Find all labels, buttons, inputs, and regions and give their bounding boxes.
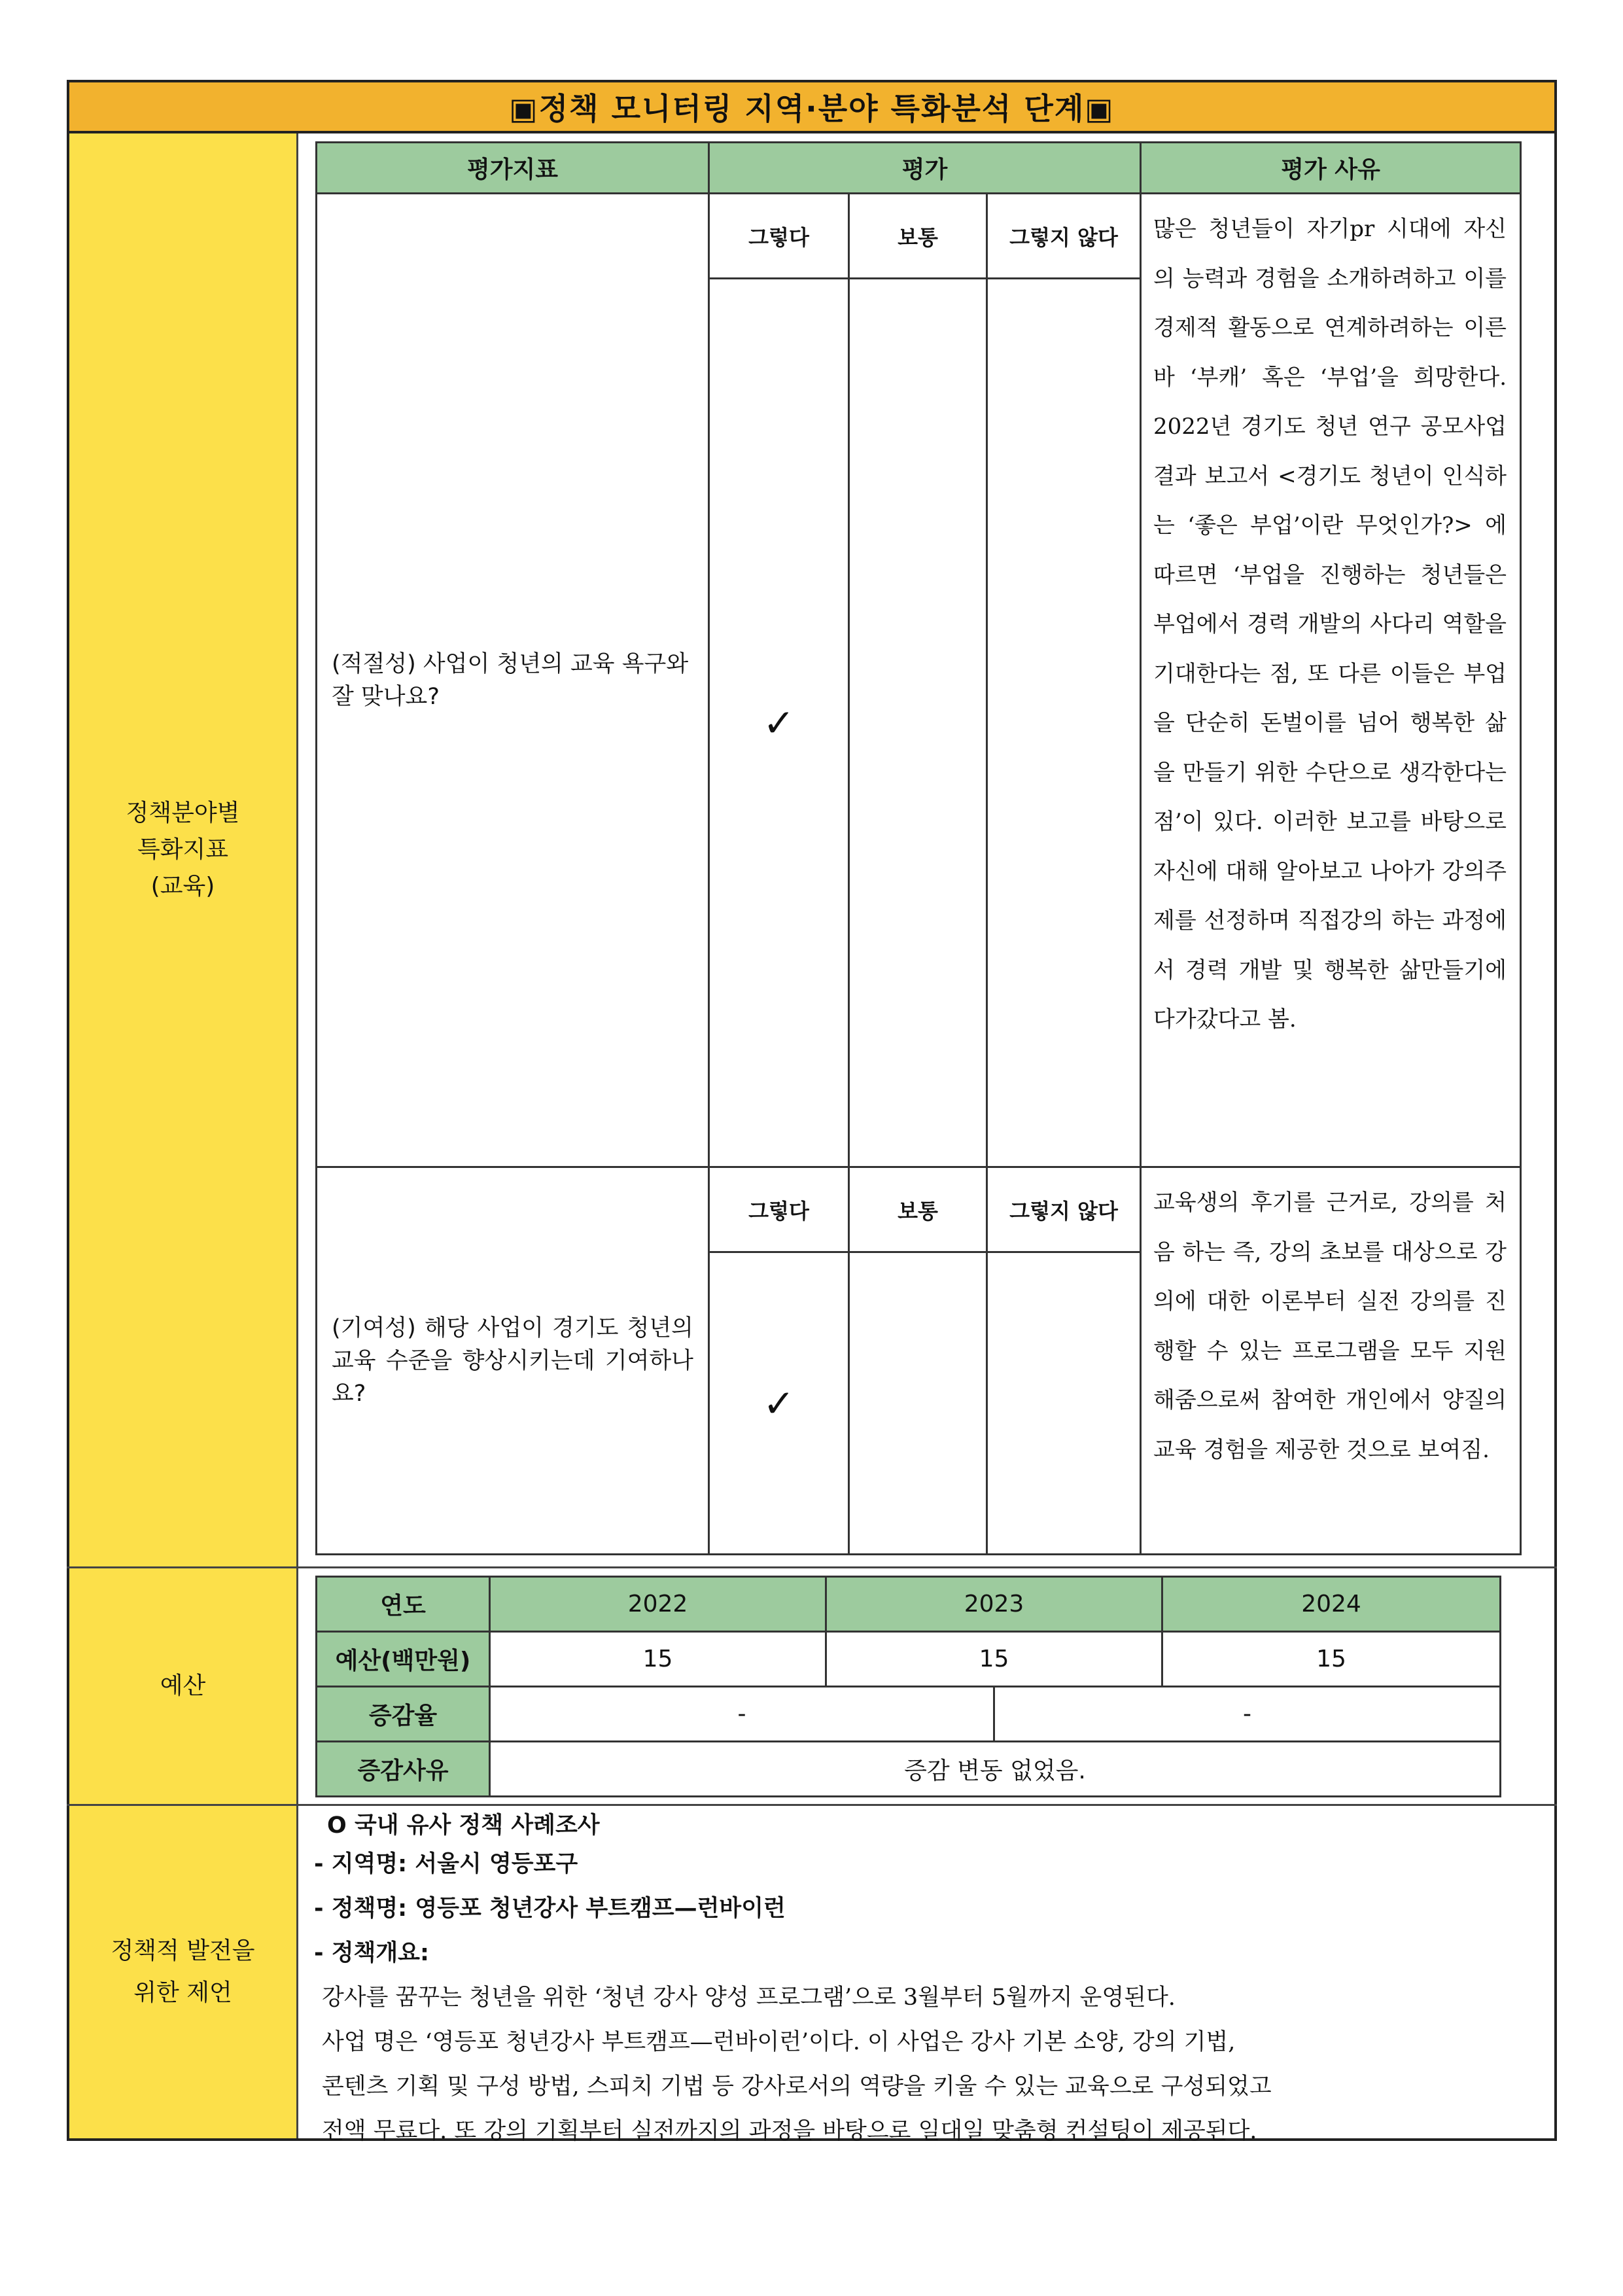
budget-year-2023: 2023	[826, 1577, 1162, 1632]
budget-year-2022: 2022	[490, 1577, 826, 1632]
budget-amount-label: 예산(백만원)	[317, 1632, 490, 1687]
budget-amount-2022: 15	[490, 1632, 826, 1687]
option-yes: 그렇다	[709, 1167, 849, 1252]
proposal-heading: O 국내 유사 정책 사례조사	[327, 1812, 600, 1839]
proposal-line: 전액 무료다. 또 강의 기획부터 실전까지의 과정을 바탕으로 일대일 맞춤형 컨설팅이 제공된다.	[322, 2118, 1257, 2144]
check-cell-neutral	[849, 1252, 987, 1555]
check-cell-neutral	[849, 279, 987, 1167]
check-mark-yes: ✓	[709, 1252, 849, 1555]
section-label-budget: 예산	[69, 1568, 298, 1804]
question-contribution: (기여성) 해당 사업이 경기도 청년의 교육 수준을 향상시키는데 기여하나요?	[317, 1167, 709, 1555]
option-neutral: 보통	[849, 1167, 987, 1252]
budget-reason: 증감 변동 없었음.	[490, 1742, 1501, 1797]
proposal-line: 콘텐츠 기획 및 구성 방법, 스피치 기법 등 강사로서의 역량을 키울 수 있는 교육으로 구성되었고	[322, 2074, 1272, 2100]
option-neutral: 보통	[849, 194, 987, 279]
question-appropriateness: (적절성) 사업이 청년의 교육 욕구와 잘 맞나요?	[317, 194, 709, 1167]
budget-year-label: 연도	[317, 1577, 490, 1632]
option-yes: 그렇다	[709, 194, 849, 279]
budget-table	[315, 1576, 1501, 1797]
proposal-line: 강사를 꿈꾸는 청년을 위한 ‘청년 강사 양성 프로그램’으로 3월부터 5월까지 운영된다.	[322, 1985, 1176, 2011]
reason-appropriateness: 많은 청년들이 자기pr 시대에 자신의 능력과 경험을 소개하려하고 이를 경제적 활동으로 연계하려하는 이른바 ‘부캐’ 혹은 ‘부업’을 희망한다. 2022년 경기도 청년 연구 공모사업 결과 보고서 <경기도 청년이 인식하는 ‘좋은 부업’이란 무엇인가?> 에 따르면 ‘부업을 진행하는 청년들은 부업에서 경력 개발의 사다리 역할을 기대한다는 점, 또 다른 이들은 부업을 단순히 돈벌이를 넘어 행복한 삶을 만들기 위한 수단으로 생각한다는 점’이 있다. 이러한 보고를 바탕으로 자신에 대해 알아보고 나아가 강의주제를 선정하며 직접강의 하는 과정에서 경력 개발 및 행복한 삶만들기에 다가갔다고 봄.	[1141, 194, 1521, 1167]
header-evaluation: 평가	[709, 143, 1141, 194]
proposal-policy-name: - 정책명: 영등포 청년강사 부트캠프—런바이런	[314, 1896, 786, 1922]
header-reason: 평가 사유	[1141, 143, 1521, 194]
budget-amount-2024: 15	[1162, 1632, 1501, 1687]
check-cell-no	[987, 279, 1141, 1167]
budget-rate-2023: -	[490, 1687, 994, 1742]
budget-year-2024: 2024	[1162, 1577, 1501, 1632]
budget-reason-label: 증감사유	[317, 1742, 490, 1797]
proposal-line: 사업 명은 ‘영등포 청년강사 부트캠프—런바이런’이다. 이 사업은 강사 기본 소양, 강의 기법,	[322, 2029, 1236, 2055]
evaluation-table	[315, 141, 1522, 1555]
section-label-proposal: 정책적 발전을 위한 제언	[69, 1806, 298, 2138]
check-mark-yes: ✓	[709, 279, 849, 1167]
reason-contribution: 교육생의 후기를 근거로, 강의를 처음 하는 즉, 강의 초보를 대상으로 강의에 대한 이론부터 실전 강의를 진행할 수 있는 프로그램을 모두 지원해줌으로써 참여한 개인에서 양질의 교육 경험을 제공한 것으로 보여짐.	[1141, 1167, 1521, 1555]
proposal-region: - 지역명: 서울시 영등포구	[314, 1851, 578, 1877]
header-indicator: 평가지표	[317, 143, 709, 194]
budget-rate-2024: -	[994, 1687, 1501, 1742]
option-no: 그렇지 않다	[987, 1167, 1141, 1252]
section-label-indicators: 정책분야별 특화지표 (교육)	[69, 133, 298, 1566]
budget-rate-label: 증감율	[317, 1687, 490, 1742]
proposal-content	[314, 1809, 1544, 2153]
proposal-overview-label: - 정책개요:	[314, 1940, 429, 1966]
page-title: ▣정책 모니터링 지역·분야 특화분석 단계▣	[67, 80, 1557, 133]
option-no: 그렇지 않다	[987, 194, 1141, 279]
check-cell-no	[987, 1252, 1141, 1555]
budget-amount-2023: 15	[826, 1632, 1162, 1687]
